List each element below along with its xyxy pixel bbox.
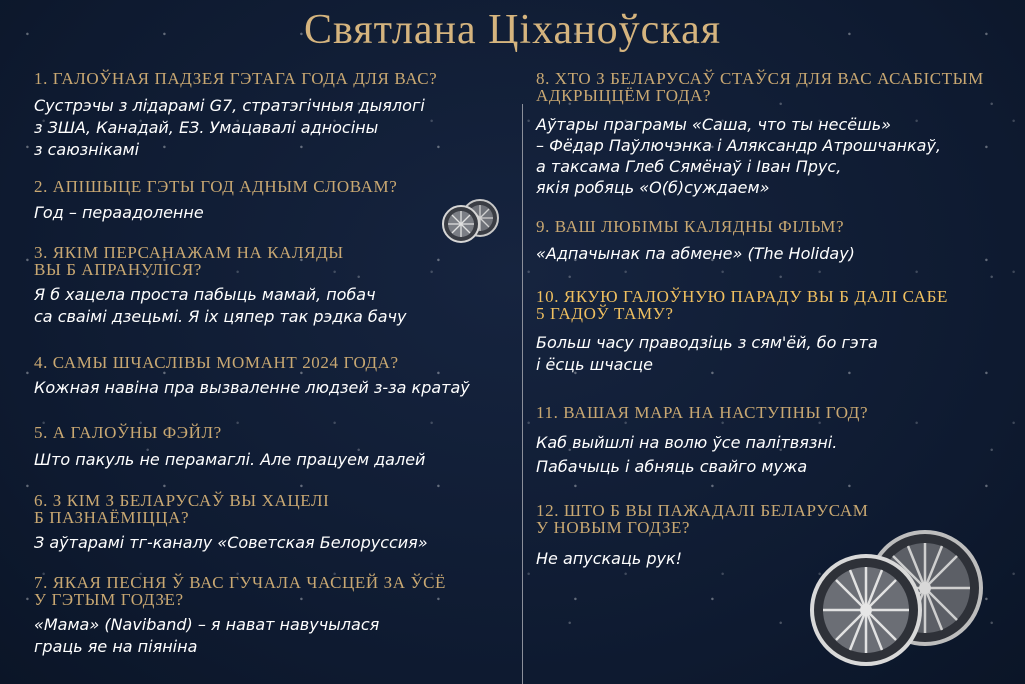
answer-11: Каб выйшлі на волю ўсе палітвязні. Пабачыць і абняць свайго мужа	[536, 433, 838, 476]
question-7: 7. ЯКАЯ ПЕСНЯ Ў ВАС ГУЧАЛА ЧАСЦЕЙ ЗА ЎСЁ У ГЭТЫМ ГОДЗЕ?	[34, 573, 447, 609]
answer-9: «Адпачынак па абмене» (The Holiday)	[536, 244, 855, 263]
qa-item-6	[34, 492, 522, 554]
qa-item-3	[34, 244, 514, 328]
question-11: 11. ВАШАЯ МАРА НА НАСТУПНЫ ГОД?	[536, 403, 869, 422]
question-5: 5. А ГАЛОЎНЫ ФЭЙЛ?	[34, 423, 222, 442]
question-8: 8. ХТО З БЕЛАРУСАЎ СТАЎСЯ ДЛЯ ВАС АСАБІСТЫМ АДКРЫЦЦЁМ ГОДА?	[536, 69, 984, 105]
answer-5: Што пакуль не перамаглі. Але працуем далей	[34, 450, 426, 469]
answer-6: З аўтарамі тг-каналу «Советская Белоруссия»	[34, 533, 428, 552]
question-12: 12. ШТО Б ВЫ ПАЖАДАЛІ БЕЛАРУСАМ У НОВЫМ ГОДЗЕ?	[536, 501, 869, 537]
qa-item-11	[536, 404, 1016, 479]
question-6: 6. З КІМ З БЕЛАРУСАЎ ВЫ ХАЦЕЛІ Б ПАЗНАЁМІЦЦА?	[34, 491, 330, 527]
answer-1: Сустрэчы з лідарамі G7, стратэгічныя дыялогі з ЗША, Канадай, ЕЗ. Умацавалі адносіны з саюзнікамі	[34, 96, 425, 159]
answer-8: Аўтары праграмы «Саша, что ты несёшь» – Фёдар Паўлючэнка і Аляксандр Атрошчанкаў, а таксама Глеб Сямёнаў і Іван Прус, якія робяць «О(б)суждаем»	[536, 115, 942, 197]
question-4: 4. САМЫ ШЧАСЛІВЫ МОМАНТ 2024 ГОДА?	[34, 353, 399, 372]
answer-2: Год – пераадоленне	[34, 203, 204, 222]
question-9: 9. ВАШ ЛЮБІМЫ КАЛЯДНЫ ФІЛЬМ?	[536, 217, 845, 236]
qa-item-9	[536, 218, 1016, 265]
qa-item-1	[34, 70, 514, 161]
qa-item-7	[34, 574, 522, 658]
qa-item-8	[536, 70, 1025, 198]
dried-orange-slices-large-icon	[800, 528, 990, 668]
qa-item-5	[34, 424, 522, 471]
qa-item-4	[34, 354, 522, 399]
column-divider	[522, 104, 523, 684]
qa-item-10	[536, 288, 1016, 376]
answer-12: Не апускаць рук!	[536, 549, 683, 568]
answer-7: «Мама» (Naviband) – я нават навучылася граць яе на піяніна	[34, 615, 380, 656]
orange-slice-front-large-icon	[812, 556, 920, 664]
answer-4: Кожная навіна пра вызваленне людзей з-за кратаў	[34, 378, 470, 397]
qa-item-2	[34, 178, 454, 224]
question-3: 3. ЯКІМ ПЕРСАНАЖАМ НА КАЛЯДЫ ВЫ Б АПРАНУЛІСЯ?	[34, 243, 344, 279]
orange-slice-front-icon	[443, 206, 479, 242]
answer-10: Больш часу праводзіць з сям'ёй, бо гэта і ёсць шчасце	[536, 333, 878, 374]
answer-3: Я б хацела проста пабыць мамай, побач са сваімі дзецьмі. Я іх цяпер так рэдка бачу	[34, 285, 407, 326]
question-1: 1. ГАЛОЎНАЯ ПАДЗЕЯ ГЭТАГА ГОДА ДЛЯ ВАС?	[34, 69, 438, 88]
dried-orange-slices-small-icon	[440, 196, 502, 246]
page-title: Святлана Ціханоўская	[303, 7, 722, 53]
question-2: 2. АПІШЫЦЕ ГЭТЫ ГОД АДНЫМ СЛОВАМ?	[34, 177, 398, 196]
question-10: 10. ЯКУЮ ГАЛОЎНУЮ ПАРАДУ ВЫ Б ДАЛІ САБЕ 5 ГАДОЎ ТАМУ?	[536, 287, 948, 323]
